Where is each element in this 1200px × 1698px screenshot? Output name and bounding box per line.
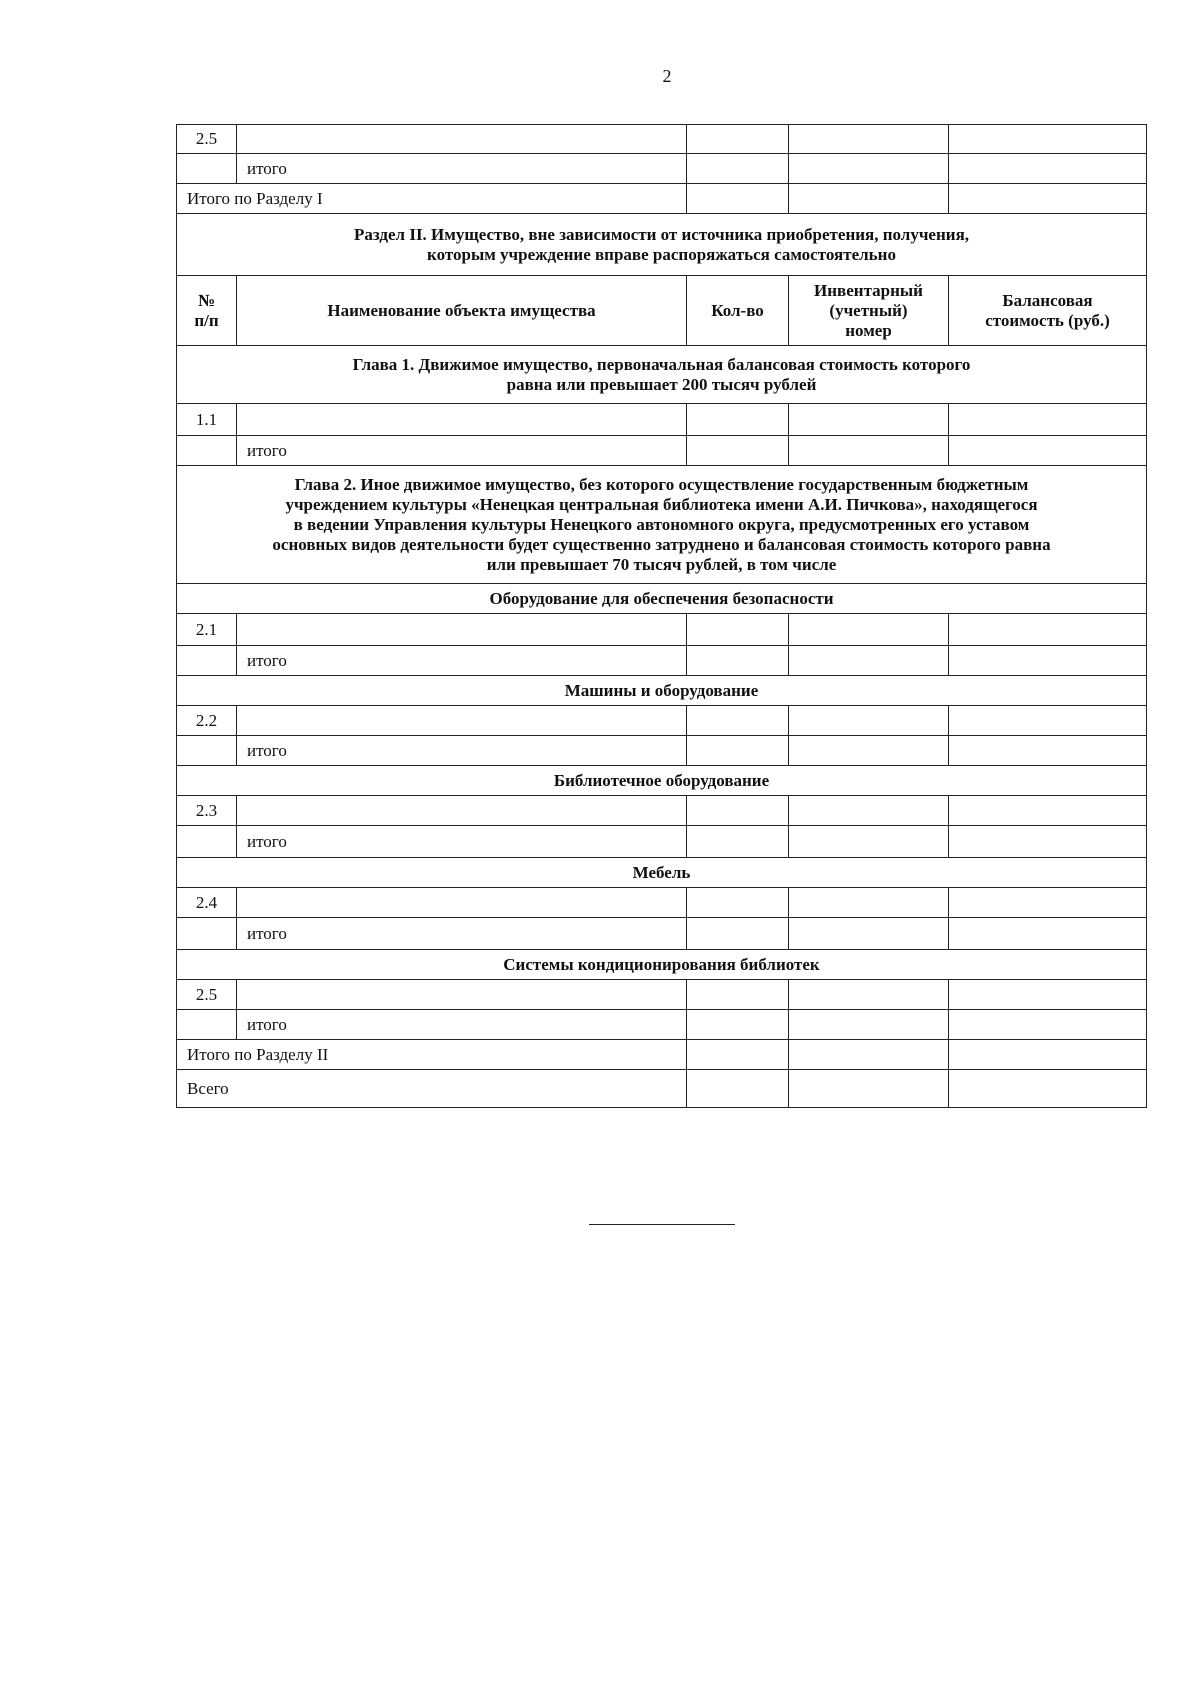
chapter-heading-row <box>177 346 1147 404</box>
inventory-cell[interactable] <box>789 980 949 1010</box>
row-number: 2.1 <box>177 614 237 646</box>
header-line: Инвентарный <box>814 280 923 300</box>
table-row <box>177 888 1147 918</box>
subtotal-row <box>177 646 1147 676</box>
subtotal-label: итого <box>237 154 687 184</box>
qty-cell[interactable] <box>687 980 789 1010</box>
section-heading-row <box>177 214 1147 276</box>
balance-cell[interactable] <box>949 125 1147 154</box>
balance-cell[interactable] <box>949 436 1147 466</box>
category-row <box>177 584 1147 614</box>
item-name-cell[interactable] <box>237 614 687 646</box>
header-line: п/п <box>194 310 219 330</box>
section2-title <box>177 214 1147 276</box>
balance-cell[interactable] <box>949 706 1147 736</box>
qty-cell[interactable] <box>687 614 789 646</box>
section2-title-line: которым учреждение вправе распоряжаться самостоятельно <box>427 244 896 264</box>
column-header-row <box>177 276 1147 346</box>
header-line: Балансовая <box>1002 290 1093 310</box>
subtotal-row <box>177 826 1147 858</box>
section2-title-line: Раздел II. Имущество, вне зависимости от источника приобретения, получения, <box>353 224 970 244</box>
category-furniture: Мебель <box>177 858 1147 888</box>
row-number: 1.1 <box>177 404 237 436</box>
category-machines: Машины и оборудование <box>177 676 1147 706</box>
inventory-cell[interactable] <box>789 796 949 826</box>
inventory-cell[interactable] <box>789 736 949 766</box>
header-line: № <box>197 290 216 310</box>
row-number <box>177 646 237 676</box>
row-number: 2.3 <box>177 796 237 826</box>
section2-total-label: Итого по Разделу II <box>177 1040 687 1070</box>
end-rule <box>589 1224 735 1225</box>
page-number: 2 <box>662 66 672 86</box>
qty-cell[interactable] <box>687 1040 789 1070</box>
qty-cell[interactable] <box>687 404 789 436</box>
item-name-cell[interactable] <box>237 706 687 736</box>
inventory-cell[interactable] <box>789 706 949 736</box>
category-security: Оборудование для обеспечения безопасности <box>177 584 1147 614</box>
section-total-row <box>177 184 1147 214</box>
subtotal-label: итого <box>237 736 687 766</box>
item-name-cell[interactable] <box>237 796 687 826</box>
header-line: номер <box>845 320 892 340</box>
table-row <box>177 980 1147 1010</box>
category-row <box>177 950 1147 980</box>
balance-cell[interactable] <box>949 888 1147 918</box>
chapter2-title-line: основных видов деятельности будет существенно затруднено и балансовая стоимость которого равна <box>272 534 1051 554</box>
balance-cell[interactable] <box>949 826 1147 858</box>
grand-total-row <box>177 1070 1147 1108</box>
row-number <box>177 918 237 950</box>
table-row <box>177 706 1147 736</box>
qty-cell[interactable] <box>687 125 789 154</box>
chapter2-title-line: Глава 2. Иное движимое имущество, без которого осуществление государственным бюджетным <box>294 474 1029 494</box>
qty-cell[interactable] <box>687 826 789 858</box>
balance-cell[interactable] <box>949 736 1147 766</box>
balance-cell[interactable] <box>949 918 1147 950</box>
balance-cell[interactable] <box>949 154 1147 184</box>
subtotal-label: итого <box>237 826 687 858</box>
inventory-cell[interactable] <box>789 918 949 950</box>
inventory-cell[interactable] <box>789 154 949 184</box>
subtotal-row <box>177 736 1147 766</box>
table-row <box>177 796 1147 826</box>
subtotal-label: итого <box>237 918 687 950</box>
chapter1-title-line: равна или превышает 200 тысяч рублей <box>506 374 817 394</box>
qty-cell[interactable] <box>687 736 789 766</box>
column-header-name: Наименование объекта имущества <box>237 276 687 346</box>
subtotal-row <box>177 918 1147 950</box>
balance-cell[interactable] <box>949 796 1147 826</box>
qty-cell[interactable] <box>687 184 789 214</box>
chapter1-title-line: Глава 1. Движимое имущество, первоначальная балансовая стоимость которого <box>352 354 971 374</box>
balance-cell[interactable] <box>949 646 1147 676</box>
balance-cell[interactable] <box>949 614 1147 646</box>
row-number: 2.4 <box>177 888 237 918</box>
section-total-row <box>177 1040 1147 1070</box>
row-number <box>177 736 237 766</box>
category-air-conditioning: Системы кондиционирования библиотек <box>177 950 1147 980</box>
qty-cell[interactable] <box>687 436 789 466</box>
inventory-cell[interactable] <box>789 614 949 646</box>
inventory-cell[interactable] <box>789 826 949 858</box>
inventory-cell[interactable] <box>789 125 949 154</box>
balance-cell[interactable] <box>949 404 1147 436</box>
balance-cell[interactable] <box>949 980 1147 1010</box>
qty-cell[interactable] <box>687 154 789 184</box>
inventory-cell[interactable] <box>789 404 949 436</box>
row-number <box>177 826 237 858</box>
balance-cell[interactable] <box>949 1010 1147 1040</box>
qty-cell[interactable] <box>687 646 789 676</box>
item-name-cell[interactable] <box>237 980 687 1010</box>
header-line: (учетный) <box>829 300 908 320</box>
chapter1-title <box>177 346 1147 404</box>
category-row <box>177 766 1147 796</box>
column-header-inventory <box>789 276 949 346</box>
subtotal-label: итого <box>237 646 687 676</box>
subtotal-row <box>177 1010 1147 1040</box>
balance-cell[interactable] <box>949 1040 1147 1070</box>
balance-cell[interactable] <box>949 184 1147 214</box>
qty-cell[interactable] <box>687 918 789 950</box>
qty-cell[interactable] <box>687 706 789 736</box>
inventory-cell[interactable] <box>789 184 949 214</box>
chapter2-title-line: в ведении Управления культуры Ненецкого автономного округа, предусмотренных его уставом <box>293 514 1030 534</box>
column-header-balance <box>949 276 1147 346</box>
category-row <box>177 858 1147 888</box>
inventory-cell[interactable] <box>789 646 949 676</box>
category-row <box>177 676 1147 706</box>
category-library-equipment: Библиотечное оборудование <box>177 766 1147 796</box>
item-name-cell[interactable] <box>237 888 687 918</box>
inventory-cell[interactable] <box>789 1040 949 1070</box>
item-name-cell[interactable] <box>237 404 687 436</box>
chapter2-title-line: или превышает 70 тысяч рублей, в том числе <box>486 554 837 574</box>
item-name-cell[interactable] <box>237 125 687 154</box>
inventory-cell[interactable] <box>789 888 949 918</box>
chapter2-title <box>177 466 1147 584</box>
inventory-cell[interactable] <box>789 1010 949 1040</box>
row-number <box>177 436 237 466</box>
chapter-heading-row <box>177 466 1147 584</box>
qty-cell[interactable] <box>687 1070 789 1108</box>
inventory-cell[interactable] <box>789 1070 949 1108</box>
qty-cell[interactable] <box>687 1010 789 1040</box>
row-number <box>177 1010 237 1040</box>
section1-total-label: Итого по Разделу I <box>177 184 687 214</box>
subtotal-row <box>177 436 1147 466</box>
column-header-number <box>177 276 237 346</box>
grand-total-label: Всего <box>177 1070 687 1108</box>
subtotal-label: итого <box>237 1010 687 1040</box>
row-number: 2.2 <box>177 706 237 736</box>
qty-cell[interactable] <box>687 888 789 918</box>
column-header-qty: Кол-во <box>687 276 789 346</box>
table-row <box>177 614 1147 646</box>
inventory-cell[interactable] <box>789 436 949 466</box>
row-number <box>177 154 237 184</box>
chapter2-title-line: учреждением культуры «Ненецкая центральная библиотека имени А.И. Пичкова», находящегося <box>285 494 1038 514</box>
row-number: 2.5 <box>177 125 237 154</box>
property-table <box>176 124 1147 1108</box>
table-row <box>177 404 1147 436</box>
row-number: 2.5 <box>177 980 237 1010</box>
qty-cell[interactable] <box>687 796 789 826</box>
subtotal-row <box>177 154 1147 184</box>
balance-cell[interactable] <box>949 1070 1147 1108</box>
header-line: стоимость (руб.) <box>985 310 1110 330</box>
subtotal-label: итого <box>237 436 687 466</box>
table-row <box>177 125 1147 154</box>
